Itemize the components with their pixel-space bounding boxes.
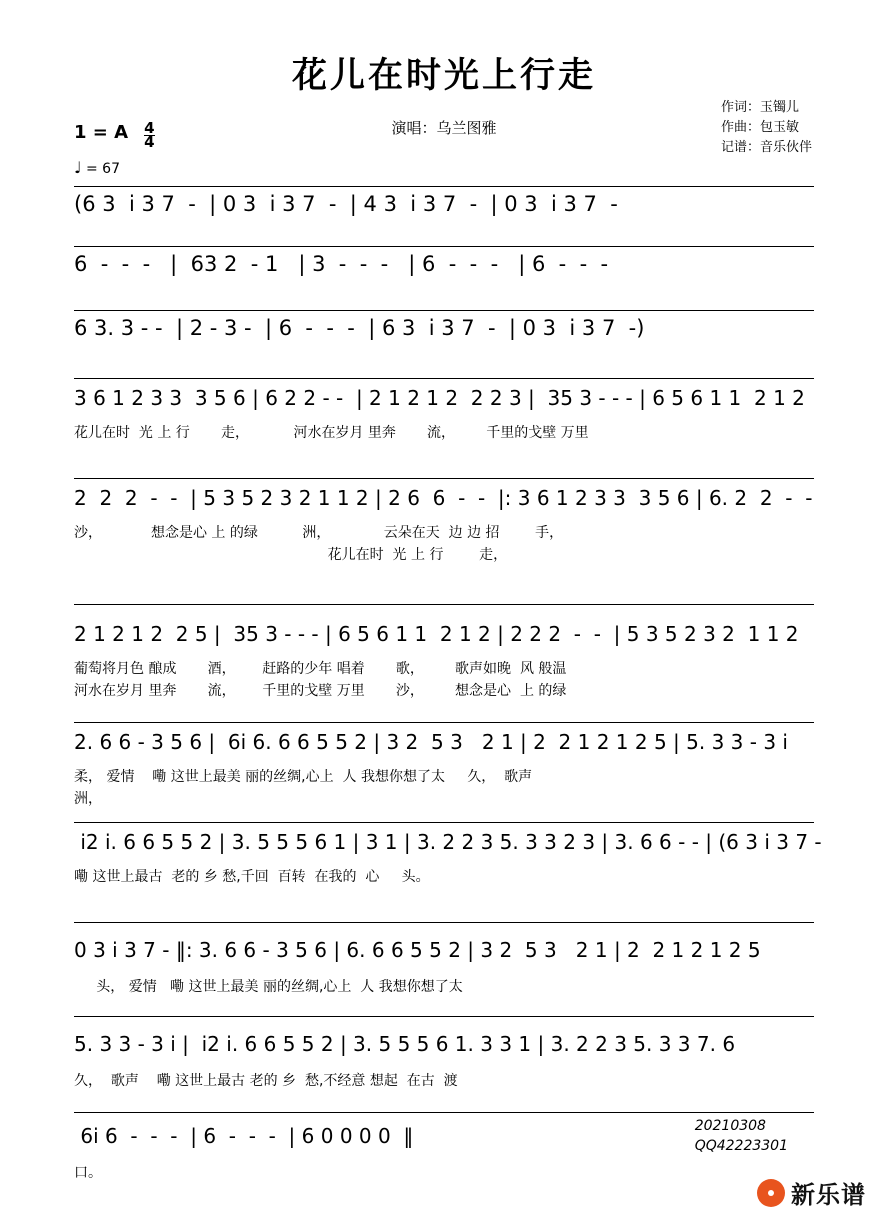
- note-row: 6 3. 3 - - | 2 - 3 - | 6 - - - | 6 3 i 3 7 - | 0 3 i 3 7 -): [74, 316, 645, 340]
- lyric-row: 柔， 爱情 嘞 这世上最美 丽的丝绸,心上 人 我想你想了太 久， 歌声: [74, 769, 533, 785]
- vinyl-disc-icon: [757, 1179, 785, 1207]
- system-rule: [74, 478, 814, 479]
- lyric-row-verse2: 河水在岁月 里奔 流， 千里的戈壁 万里 沙， 想念是心 上 的绿: [74, 683, 567, 699]
- footer-date: 20210308: [694, 1118, 766, 1134]
- system-rule: [74, 1112, 814, 1113]
- note-row: 6i 6 - - - | 6 - - - | 6 0 0 0 0 ‖: [74, 1124, 414, 1148]
- note-row: i2 i. 6 6 5 5 2 | 3. 5 5 5 6 1 | 3 1 | 3. 2 2 3 5. 3 3 2 3 | 3. 6 6 - - | (6 3 i 3 7 -: [74, 830, 822, 854]
- meter-denominator: 4: [144, 133, 155, 151]
- system-rule: [74, 822, 814, 823]
- system-rule: [74, 722, 814, 723]
- system-rule: [74, 310, 814, 311]
- system-rule: [74, 922, 814, 923]
- note-row: 0 3 i 3 7 - ‖: 3. 6 6 - 3 5 6 | 6. 6 6 5 5 2 | 3 2 5 3 2 1 | 2 2 1 2 1 2 5: [74, 938, 761, 962]
- singer-line: 演唱：乌兰图雅: [391, 119, 497, 137]
- lyric-row: 头， 爱情 嘞 这世上最美 丽的丝绸,心上 人 我想你想了太: [74, 979, 463, 995]
- system-rule: [74, 378, 814, 379]
- logo-text: 新乐谱: [791, 1181, 866, 1209]
- note-row: 2 2 2 - - | 5 3 5 2 3 2 1 1 2 | 2 6 6 - - |: 3 6 1 2 3 3 3 5 6 | 6. 2 2 - -: [74, 486, 813, 510]
- credits-block: [721, 98, 812, 158]
- notator-credit: 记谱：音乐伙伴: [720, 140, 812, 155]
- time-signature: [144, 119, 155, 151]
- note-row: (6 3 i 3 7 - | 0 3 i 3 7 - | 4 3 i 3 7 - | 0 3 i 3 7 -: [74, 192, 618, 216]
- lyric-row: 嘞 这世上最古 老的 乡 愁,千回 百转 在我的 心 头。: [74, 869, 430, 885]
- key-and-meter: [74, 119, 155, 151]
- lyric-row-verse2: 花儿在时 光 上 行 走，: [74, 547, 508, 563]
- system-rule: [74, 186, 814, 187]
- note-row: 3 6 1 2 3 3 3 5 6 | 6 2 2 - - | 2 1 2 1 2 2 2 3 | 35 3 - - - | 6 5 6 1 1 2 1 2: [74, 386, 805, 410]
- lyric-row: 花儿在时 光 上 行 走， 河水在岁月 里奔 流， 千里的戈壁 万里: [74, 425, 589, 441]
- system-rule: [74, 1016, 814, 1017]
- note-row: 5. 3 3 - 3 i | i2 i. 6 6 5 5 2 | 3. 5 5 5 6 1. 3 3 1 | 3. 2 2 3 5. 3 3 7. 6: [74, 1032, 736, 1056]
- site-logo: [757, 1175, 866, 1210]
- quarter-note-icon: ♩: [74, 158, 82, 177]
- lyric-row: 久， 歌声 嘞 这世上最古 老的 乡 愁,不经意 想起 在古 渡: [74, 1073, 458, 1089]
- composer-credit: 作曲：包玉敏: [720, 120, 799, 135]
- meter-numerator: 4: [144, 119, 155, 137]
- lyric-row: 口。: [74, 1165, 102, 1181]
- note-row: 2. 6 6 - 3 5 6 | 6i 6. 6 6 5 5 2 | 3 2 5 3 2 1 | 2 2 1 2 1 2 5 | 5. 3 3 - 3 i: [74, 730, 788, 754]
- page-title: 花儿在时光上行走: [291, 56, 596, 96]
- key-signature: 1 = A: [74, 122, 129, 143]
- lyric-row: 葡萄将月色 酿成 酒， 赶路的少年 唱着 歌， 歌声如晚 风 般温: [74, 661, 567, 677]
- footer-qq: QQ42223301: [694, 1138, 788, 1154]
- tempo-value: = 67: [86, 161, 120, 177]
- note-row: 2 1 2 1 2 2 5 | 35 3 - - - | 6 5 6 1 1 2 1 2 | 2 2 2 - - | 5 3 5 2 3 2 1 1 2: [74, 622, 799, 646]
- footer-block: [695, 1116, 788, 1156]
- lyric-row: 沙， 想念是心 上 的绿 洲， 云朵在天 边 边 招 手，: [74, 525, 564, 541]
- tempo-marking: [74, 158, 120, 177]
- lyric-row-verse2: 洲，: [74, 791, 102, 807]
- note-row: 6 - - - | 63 2 - 1 | 3 - - - | 6 - - - | 6 - - -: [74, 252, 609, 276]
- system-rule: [74, 246, 814, 247]
- lyricist-credit: 作词：玉镯儿: [720, 100, 799, 115]
- system-rule: [74, 604, 814, 605]
